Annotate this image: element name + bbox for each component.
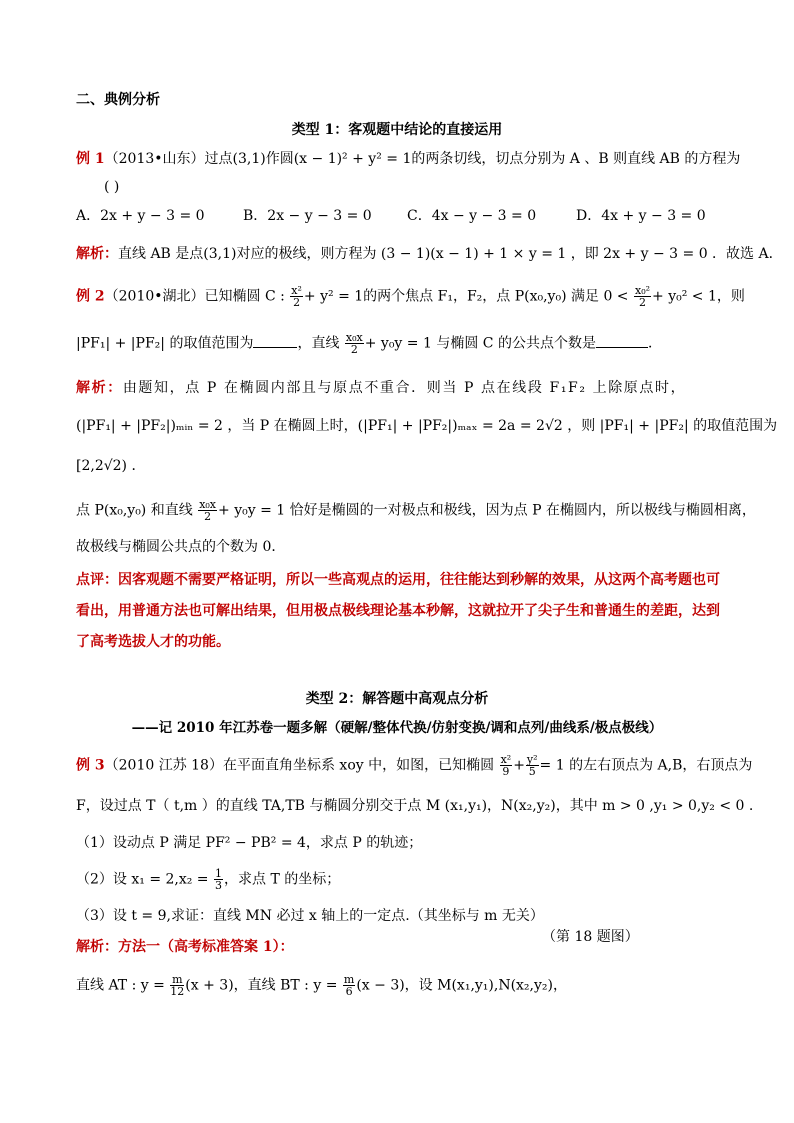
type2-title: 类型 2：解答题中高观点分析: [305, 691, 489, 707]
frac-num: x²: [291, 284, 302, 297]
ex2-analysis-4-b: + y₀y = 1 恰好是椭圆的一对极点和极线，因为点 P 在椭圆内，所以极线与椭圆相离，: [218, 502, 756, 519]
frac-num: x²: [500, 753, 512, 766]
ex2-line2: [76, 332, 662, 355]
ex3-frac-x2-9: [500, 754, 513, 777]
answer-blank-2[interactable]: [596, 347, 648, 348]
ex2-frac-x2: [290, 285, 303, 308]
ex3-last-line: [76, 974, 567, 997]
ex2-analysis-2: (|PF₁| + |PF₂|)ₘᵢₙ = 2 ，当 P 在椭圆上时，(|PF₁| + |PF₂|)ₘₐₓ = 2a = 2√2 ，则 |PF₁| + |PF₂| 的取值范围为: [76, 418, 778, 434]
ex3-frac-m-12: [170, 974, 184, 997]
comment-line-2: 看出，用普通方法也可解出结果，但用极点极线理论基本秒解，这就拉开了尖子生和普通生的差距，达到: [76, 603, 720, 619]
ex2-label: 例 2: [76, 288, 105, 305]
ex3-frac-m-6: [343, 974, 355, 997]
ex3-line1: 例 3（2010 江苏 18）在平面直角坐标系 xoy 中，如图，已知椭圆 $\frac{\text{x²}}{9}$ + $\frac{\text{y²}}{5}$ = 1 的左右顶点为 A,B，右顶点为: [76, 753, 753, 778]
ex3-question-1: （1）设动点 P 满足 PF² − PB² = 4，求点 P 的轨迹；: [76, 835, 423, 851]
frac-num: y²: [526, 753, 538, 766]
ex1-analysis-label: 解析：: [76, 246, 118, 262]
ex2-analysis-3: [2,2√2) ．: [76, 458, 146, 474]
ex2-analysis-4: [76, 499, 756, 522]
ex2-frac-x02: [634, 285, 651, 308]
ex3-frac-y2-5: [526, 754, 539, 777]
ex3-line1-b: = 1 的左右顶点为 A,B，右顶点为: [539, 757, 753, 774]
ex2-line1: [76, 285, 745, 308]
ex2-line2-d: ．: [647, 335, 662, 352]
comment-text-1: 因客观题不需要严格证明，所以一些高观点的运用，往往能达到秒解的效果，从这两个高考题也可: [118, 572, 720, 588]
ex1-option-d: D．4x + y − 3 = 0: [576, 208, 706, 224]
comment-label: 点评：: [76, 572, 118, 588]
comment-line-3: 了高考选拔人才的功能。: [76, 634, 230, 650]
frac-den: 3: [215, 879, 222, 892]
ex3-label: 例 3: [76, 757, 105, 774]
type2-subtitle: ——记 2010 年江苏卷一题多解（硬解/整体代换/仿射变换/调和点列/曲线系/极点极线）: [131, 720, 663, 736]
frac-num: m: [343, 973, 355, 986]
ex3-last-a: 直线 AT : y =: [76, 977, 165, 994]
ex3-line2: F，设过点 T（ t,m ）的直线 TA,TB 与椭圆分别交于点 M (x₁,y₁)，N(x₂,y₂)，其中 m > 0 ,y₁ > 0,y₂ < 0 .: [76, 798, 754, 814]
ex3-question-2: [76, 868, 340, 891]
ex1-option-b: B．2x − y − 3 = 0: [243, 208, 372, 224]
ex1-line: [76, 149, 740, 169]
ex2-line2-a: |PF₁| + |PF₂| 的取值范围为: [76, 335, 254, 352]
ex1-label: 例 1: [76, 151, 105, 167]
frac-den: 12: [170, 985, 185, 998]
ex2-line2-c: + y₀y = 1 与椭圆 C 的公共点个数是: [364, 335, 596, 352]
frac-den: 6: [345, 985, 353, 998]
frac-num: x₀x: [199, 498, 217, 511]
ex2-analysis-1: [76, 378, 686, 398]
ex2-line1-c: + y₀² < 1，则: [652, 288, 745, 305]
ex3-last-c: (x − 3)，设 M(x₁,y₁),N(x₂,y₂)，: [356, 977, 567, 994]
ex3-q2-a: （2）设 x₁ = 2,x₂ =: [76, 871, 209, 888]
frac-num: x₀x: [345, 331, 363, 344]
ex2-frac-x0x-b: [198, 499, 217, 522]
ex3-q2-b: ，求点 T 的坐标；: [224, 871, 341, 888]
ex1-option-a: A．2x + y − 3 = 0: [76, 208, 205, 224]
ex1-analysis: [76, 244, 783, 264]
ex2-frac-x0x: [345, 332, 364, 355]
ex1-option-c: C．4x − y − 3 = 0: [407, 208, 537, 224]
ex3-line1-a: （2010 江苏 18）在平面直角坐标系 xoy 中，如图，已知椭圆: [104, 757, 495, 774]
frac-num: 1: [215, 867, 222, 880]
ex1-paren: ( ): [104, 179, 120, 195]
ex3-frac-1-3: [214, 868, 223, 891]
frac-den: 2: [293, 296, 301, 309]
ex2-analysis-4-a: 点 P(x₀,y₀) 和直线: [76, 502, 193, 519]
ex3-question-3: （3）设 t = 9,求证：直线 MN 必过 x 轴上的一定点.（其坐标与 m 无关）: [76, 908, 544, 924]
figure-caption: （第 18 题图）: [542, 929, 639, 945]
ex1-text: （2013•山东）过点(3,1)作圆(x − 1)² + y² = 1的两条切线，切点分别为 A 、B 则直线 AB 的方程为: [104, 151, 741, 167]
ex2-analysis-label: 解析：: [76, 380, 123, 396]
frac-den: 2: [204, 510, 212, 523]
frac-den: 2: [639, 296, 646, 309]
ex2-line2-b: ，直线: [297, 335, 340, 352]
section-heading: 二、典例分析: [76, 92, 160, 108]
ex2-analysis-5: 故极线与椭圆公共点的个数为 0．: [76, 539, 286, 555]
frac-num: x₀²: [634, 284, 651, 297]
ex3-last-b: (x + 3)，直线 BT : y =: [185, 977, 338, 994]
ex3-analysis-label: 解析：方法一（高考标准答案 1）：: [76, 939, 294, 955]
ex2-line1-a: （2010•湖北）已知椭圆 C :: [104, 288, 285, 305]
frac-den: 9: [502, 765, 510, 778]
ex2-analysis-text-1: 由题知，点 P 在椭圆内部且与原点不重合．则当 P 点在线段 F₁F₂ 上除原点时，: [122, 380, 687, 396]
ex1-analysis-text: 直线 AB 是点(3,1)对应的极线，则方程为 (3 − 1)(x − 1) + 1 × y = 1 ，即 2x + y − 3 = 0 ．故选 A．: [118, 246, 783, 262]
frac-den: 5: [528, 765, 536, 778]
frac-num: m: [172, 973, 183, 986]
frac-den: 2: [350, 343, 358, 356]
type1-title: 类型 1：客观题中结论的直接运用: [291, 122, 503, 138]
ex2-line1-b: + y² = 1的两个焦点 F₁，F₂，点 P(x₀,y₀) 满足 0 <: [303, 288, 629, 305]
answer-blank-1[interactable]: [253, 347, 297, 348]
comment-line-1: [76, 570, 720, 590]
